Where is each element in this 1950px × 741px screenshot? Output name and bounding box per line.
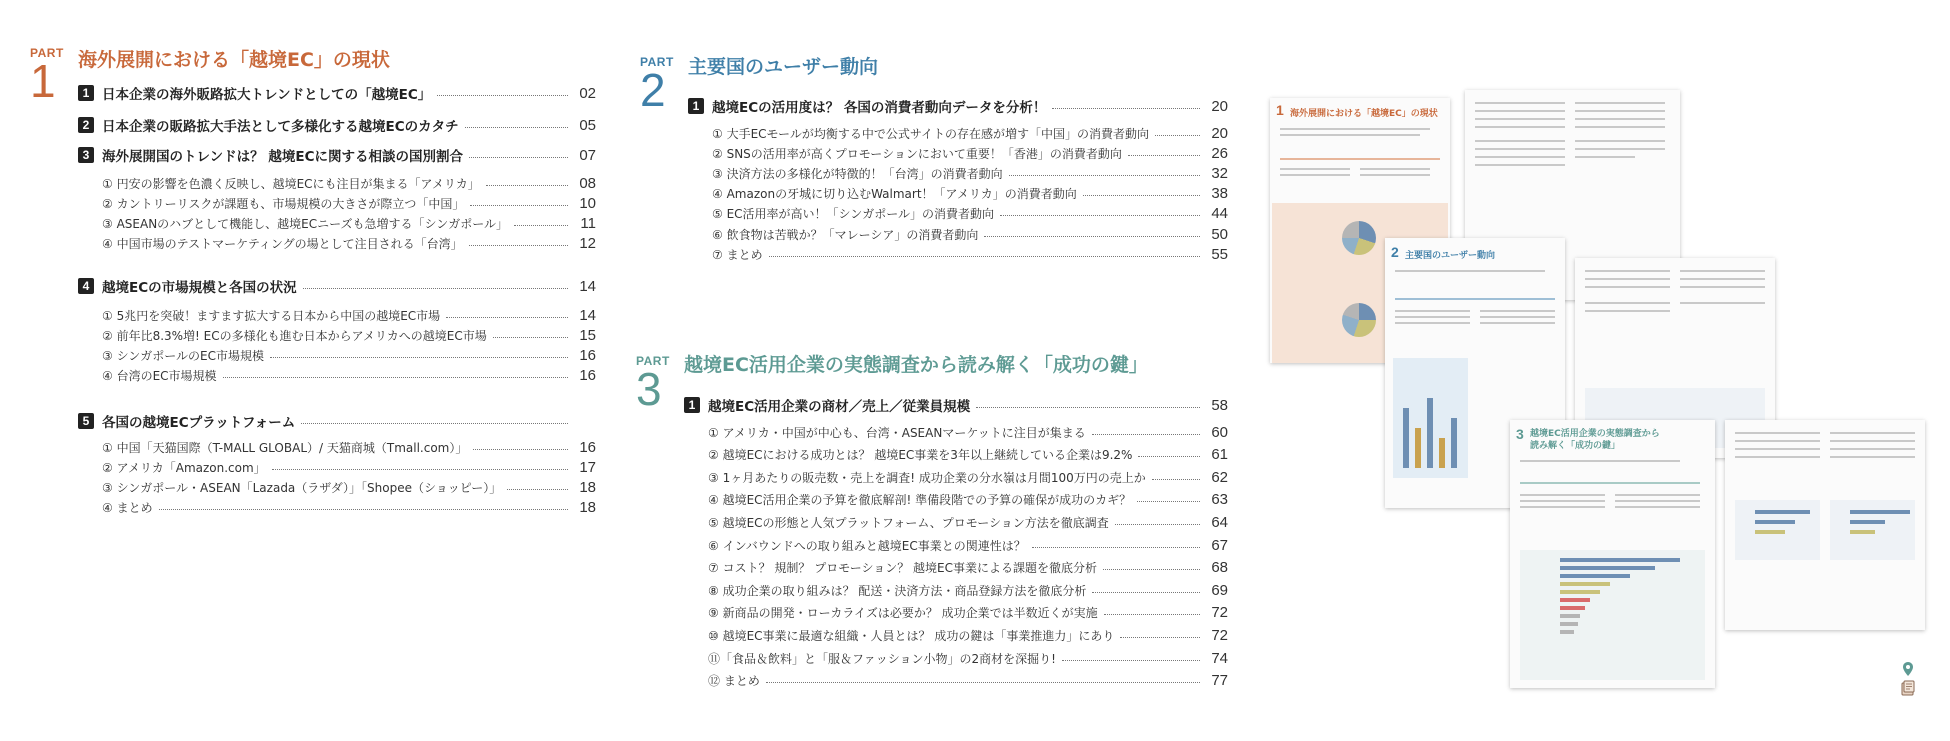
- section-number-badge: 1: [684, 397, 700, 413]
- page-number: 58: [1211, 396, 1228, 414]
- toc-item-title: ⑤ EC活用率が高い！「シンガポール」の消費者動向: [712, 207, 994, 222]
- toc-item-row[interactable]: [708, 446, 1228, 464]
- toc-item-row[interactable]: [102, 306, 596, 324]
- leader-dots: [1083, 195, 1200, 196]
- page-number: 69: [1211, 581, 1228, 599]
- toc-item-title: ④ 越境EC活用企業の予算を徹底解剖! 準備段階での予算の確保が成功のカギ？: [708, 493, 1132, 508]
- leader-dots: [270, 357, 568, 358]
- toc-item-title: ② SNSの活用率が高くプロモーションにおいて重要！「香港」の消費者動向: [712, 146, 1122, 161]
- part1-title: 海外展開における「越境EC」の現状: [78, 49, 390, 71]
- toc-item-row[interactable]: [102, 458, 596, 476]
- toc-section-row[interactable]: [78, 412, 596, 430]
- preview-p3-title-line2: 読み解く「成功の鍵」: [1530, 441, 1621, 451]
- leader-dots: [1000, 215, 1200, 216]
- page-number: 26: [1211, 144, 1228, 162]
- toc-section-row[interactable]: [684, 396, 1228, 414]
- toc-item-row[interactable]: [102, 234, 596, 252]
- leader-dots: [301, 423, 568, 424]
- leader-dots: [1120, 637, 1200, 638]
- leader-dots: [1103, 569, 1200, 570]
- page-number: 17: [579, 458, 596, 476]
- leader-dots: [976, 407, 1200, 408]
- toc-item-title: ③ ASEANのハブとして機能し、越境ECニーズも急増する「シンガポール」: [102, 216, 508, 231]
- preview-p3-number: 3: [1516, 426, 1524, 442]
- page-number: 64: [1211, 513, 1228, 531]
- leader-dots: [437, 95, 568, 96]
- toc-item-row[interactable]: [708, 559, 1228, 577]
- toc-item-title: ⑤ 越境ECの形態と人気プラットフォーム、プロモーション方法を徹底調査: [708, 515, 1109, 530]
- toc-item-title: ③ シンガポールのEC市場規模: [102, 348, 264, 363]
- toc-item-row[interactable]: [102, 214, 596, 232]
- preview-p1-title: 海外展開における「越境EC」の現状: [1290, 109, 1438, 119]
- page-number: 15: [579, 326, 596, 344]
- preview-p2-chart: [1393, 358, 1468, 478]
- toc-item-title: ① 中国「天猫国際（T-MALL GLOBAL）/ 天猫商城（Tmall.com）」: [102, 440, 468, 455]
- toc-section-row[interactable]: [688, 97, 1228, 115]
- section-number-badge: 5: [78, 413, 94, 429]
- page-number: 62: [1211, 468, 1228, 486]
- page-number: 44: [1211, 205, 1228, 223]
- part3-number: 3: [636, 363, 662, 415]
- leader-dots: [469, 157, 568, 158]
- toc-section-title: 各国の越境ECプラットフォーム: [102, 415, 296, 431]
- toc-section-title: 日本企業の販路拡大手法として多様化する越境ECのカタチ: [102, 119, 459, 135]
- toc-item-title: ⑪「食品＆飲料」と「服＆ファッション小物」の2商材を深掘り!: [708, 651, 1056, 666]
- leader-dots: [769, 256, 1200, 257]
- page-number: 67: [1211, 536, 1228, 554]
- leader-dots: [1009, 175, 1200, 176]
- toc-item-title: ⑧ 成功企業の取り組みは？ 配送・決済方法・商品登録方法を徹底分析: [708, 583, 1087, 598]
- toc-item-row[interactable]: [102, 478, 596, 496]
- page-number: 16: [579, 366, 596, 384]
- page-number: 60: [1211, 423, 1228, 441]
- page-number: 20: [1211, 97, 1228, 115]
- preview-p2-number: 2: [1391, 244, 1399, 260]
- toc-section-row[interactable]: [78, 116, 596, 134]
- page-number: 05: [579, 116, 596, 134]
- part3-label: PART: [636, 354, 670, 368]
- toc-item-title: ⑫ まとめ: [708, 674, 760, 689]
- leader-dots: [470, 205, 568, 206]
- toc-item-title: ① アメリカ・中国が中心も、台湾・ASEANマーケットに注目が集まる: [708, 425, 1086, 440]
- toc-section-row[interactable]: [78, 277, 596, 295]
- page-number: 16: [579, 438, 596, 456]
- part1-number: 1: [30, 55, 56, 107]
- section-number-badge: 1: [78, 85, 94, 101]
- leader-dots: [1128, 155, 1200, 156]
- leader-dots: [272, 469, 568, 470]
- toc-item-title: ⑩ 越境EC事業に最適な組織・人員とは？ 成功の鍵は「事業推進力」にあり: [708, 628, 1115, 643]
- page-number: 18: [579, 498, 596, 516]
- leader-dots: [766, 682, 1200, 683]
- page-number: 12: [579, 234, 596, 252]
- toc-item-row[interactable]: [708, 468, 1228, 486]
- leader-dots: [493, 337, 568, 338]
- part1-label: PART: [30, 46, 64, 60]
- leader-dots: [1092, 434, 1200, 435]
- toc-item-title: ② 越境ECにおける成功とは？ 越境EC事業を3年以上継続している企業は9.2%: [708, 448, 1133, 463]
- leader-dots: [469, 245, 568, 246]
- toc-item-row[interactable]: [708, 536, 1228, 554]
- toc-item-title: ② カントリーリスクが課題も、市場規模の大きさが際立つ「中国」: [102, 196, 465, 211]
- toc-item-row[interactable]: [102, 326, 596, 344]
- toc-item-title: ② 前年比8.3%増! ECの多様化も進む日本からアメリカへの越境EC市場: [102, 328, 487, 343]
- leader-dots: [473, 449, 568, 450]
- toc-section-title: 越境ECの市場規模と各国の状況: [102, 280, 297, 296]
- preview-page-part3: [1510, 420, 1715, 688]
- toc-item-title: ⑥ 飲食物は苦戦か？「マレーシア」の消費者動向: [712, 227, 979, 242]
- part2-title: 主要国のユーザー動向: [688, 56, 879, 78]
- leader-dots: [1104, 614, 1200, 615]
- page-number: 63: [1211, 491, 1228, 509]
- toc-item-row[interactable]: [708, 604, 1228, 622]
- toc-item-row[interactable]: [102, 366, 596, 384]
- page-number: 07: [579, 146, 596, 164]
- leader-dots: [1152, 479, 1200, 480]
- toc-item-title: ③ 決済方法の多様化が特徴的！「台湾」の消費者動向: [712, 166, 1003, 181]
- page-number: 38: [1211, 185, 1228, 203]
- page-number: 77: [1211, 672, 1228, 690]
- toc-item-row[interactable]: [712, 124, 1228, 142]
- page-number: 72: [1211, 604, 1228, 622]
- page-number: 50: [1211, 225, 1228, 243]
- toc-item-row[interactable]: [712, 164, 1228, 182]
- toc-section-row[interactable]: [78, 146, 596, 164]
- toc-item-row[interactable]: [712, 144, 1228, 162]
- document-icon[interactable]: [1900, 680, 1916, 696]
- toc-item-row[interactable]: [102, 174, 596, 192]
- section-number-badge: 2: [78, 117, 94, 133]
- page-preview-collage: [1265, 98, 1950, 698]
- toc-item-title: ⑦ まとめ: [712, 247, 763, 262]
- leader-dots: [486, 185, 568, 186]
- preview-p2-title: 主要国のユーザー動向: [1405, 251, 1496, 261]
- toc-item-title: ② アメリカ「Amazon.com」: [102, 460, 266, 475]
- toc-item-row[interactable]: [708, 581, 1228, 599]
- toc-item-row[interactable]: [712, 225, 1228, 243]
- leader-dots: [507, 489, 568, 490]
- part2-label: PART: [640, 55, 674, 69]
- leader-dots: [465, 127, 568, 128]
- toc-item-row[interactable]: [102, 346, 596, 364]
- toc-item-title: ⑦ コスト？ 規制？ プロモーション？ 越境EC事業による課題を徹底分析: [708, 561, 1098, 576]
- toc-item-row[interactable]: [708, 672, 1228, 690]
- toc-section-title: 海外展開国のトレンドは？ 越境ECに関する相談の国別割合: [102, 149, 463, 165]
- toc-item-row[interactable]: [102, 498, 596, 516]
- part2-number: 2: [640, 64, 666, 116]
- leader-dots: [1138, 456, 1200, 457]
- page-number: 61: [1211, 446, 1228, 464]
- section-number-badge: 1: [688, 98, 704, 114]
- section-number-badge: 3: [78, 147, 94, 163]
- toc-item-row[interactable]: [708, 513, 1228, 531]
- leader-dots: [303, 288, 568, 289]
- toc-item-title: ④ まとめ: [102, 500, 153, 515]
- leader-dots: [1032, 547, 1200, 548]
- page-number: 11: [580, 214, 596, 232]
- toc-item-row[interactable]: [712, 245, 1228, 263]
- part3-title: 越境EC活用企業の実態調査から読み解く「成功の鍵」: [684, 354, 1148, 376]
- toc-item-row[interactable]: [708, 626, 1228, 644]
- page-number: 16: [579, 346, 596, 364]
- leader-dots: [1155, 135, 1200, 136]
- page-number: 32: [1211, 164, 1228, 182]
- toc-item-row[interactable]: [102, 194, 596, 212]
- toc-item-row[interactable]: [708, 423, 1228, 441]
- page-number: 68: [1211, 559, 1228, 577]
- page-number: 74: [1211, 649, 1228, 667]
- toc-item-title: ⑥ インバウンドへの取り組みと越境EC事業との関連性は？: [708, 538, 1026, 553]
- toc-item-row[interactable]: [708, 491, 1228, 509]
- page-number: 20: [1211, 124, 1228, 142]
- leader-dots: [1115, 524, 1200, 525]
- leader-dots: [1137, 501, 1200, 502]
- preview-p3-chart: [1520, 550, 1705, 680]
- map-pin-icon[interactable]: [1903, 662, 1913, 676]
- toc-item-title: ③ シンガポール・ASEAN「Lazada（ラザダ）」「Shopee（ショッピー）」: [102, 480, 502, 495]
- preview-p3-title-line1: 越境EC活用企業の実態調査から: [1530, 429, 1660, 439]
- toc-item-title: ① 5兆円を突破！ますます拡大する日本から中国の越境EC市場: [102, 308, 441, 323]
- toc-item-row[interactable]: [708, 649, 1228, 667]
- leader-dots: [1092, 592, 1200, 593]
- leader-dots: [159, 509, 568, 510]
- leader-dots: [984, 236, 1200, 237]
- toc-item-title: ③ 1ヶ月あたりの販売数・売上を調査! 成功企業の分水嶺は月間100万円の売上か: [708, 470, 1146, 485]
- page-number: 18: [579, 478, 596, 496]
- leader-dots: [1062, 660, 1200, 661]
- toc-item-row[interactable]: [712, 205, 1228, 223]
- toc-item-title: ④ 中国市場のテストマーケティングの場として注目される「台湾」: [102, 236, 463, 251]
- toc-section-title: 日本企業の海外販路拡大トレンドとしての「越境EC」: [102, 87, 432, 103]
- preview-page-text-3: [1725, 420, 1925, 630]
- toc-item-title: ⑨ 新商品の開発・ローカライズは必要か？ 成功企業では半数近くが実施: [708, 606, 1098, 621]
- preview-p1-number: 1: [1276, 102, 1284, 118]
- page-number: 14: [579, 277, 596, 295]
- toc-item-title: ① 大手ECモールが均衡する中で公式サイトの存在感が増す「中国」の消費者動向: [712, 126, 1149, 141]
- toc-item-title: ④ 台湾のEC市場規模: [102, 368, 217, 383]
- page-number: 55: [1211, 245, 1228, 263]
- toc-item-row[interactable]: [712, 185, 1228, 203]
- toc-section-title: 越境EC活用企業の商材／売上／従業員規模: [708, 399, 971, 415]
- leader-dots: [223, 377, 568, 378]
- toc-item-title: ④ Amazonの牙城に切り込むWalmart！「アメリカ」の消費者動向: [712, 187, 1077, 202]
- toc-item-row[interactable]: [102, 438, 596, 456]
- page-number: 72: [1211, 626, 1228, 644]
- section-number-badge: 4: [78, 278, 94, 294]
- toc-section-title: 越境ECの活用度は？ 各国の消費者動向データを分析！: [712, 100, 1047, 116]
- leader-dots: [514, 225, 568, 226]
- leader-dots: [446, 317, 568, 318]
- page-number: 02: [579, 84, 596, 102]
- page-number: 08: [579, 174, 596, 192]
- toc-section-row[interactable]: [78, 84, 596, 102]
- leader-dots: [1052, 108, 1200, 109]
- toc-item-title: ① 円安の影響を色濃く反映し、越境ECにも注目が集まる「アメリカ」: [102, 176, 480, 191]
- page-number: 14: [579, 306, 596, 324]
- page-number: 10: [579, 194, 596, 212]
